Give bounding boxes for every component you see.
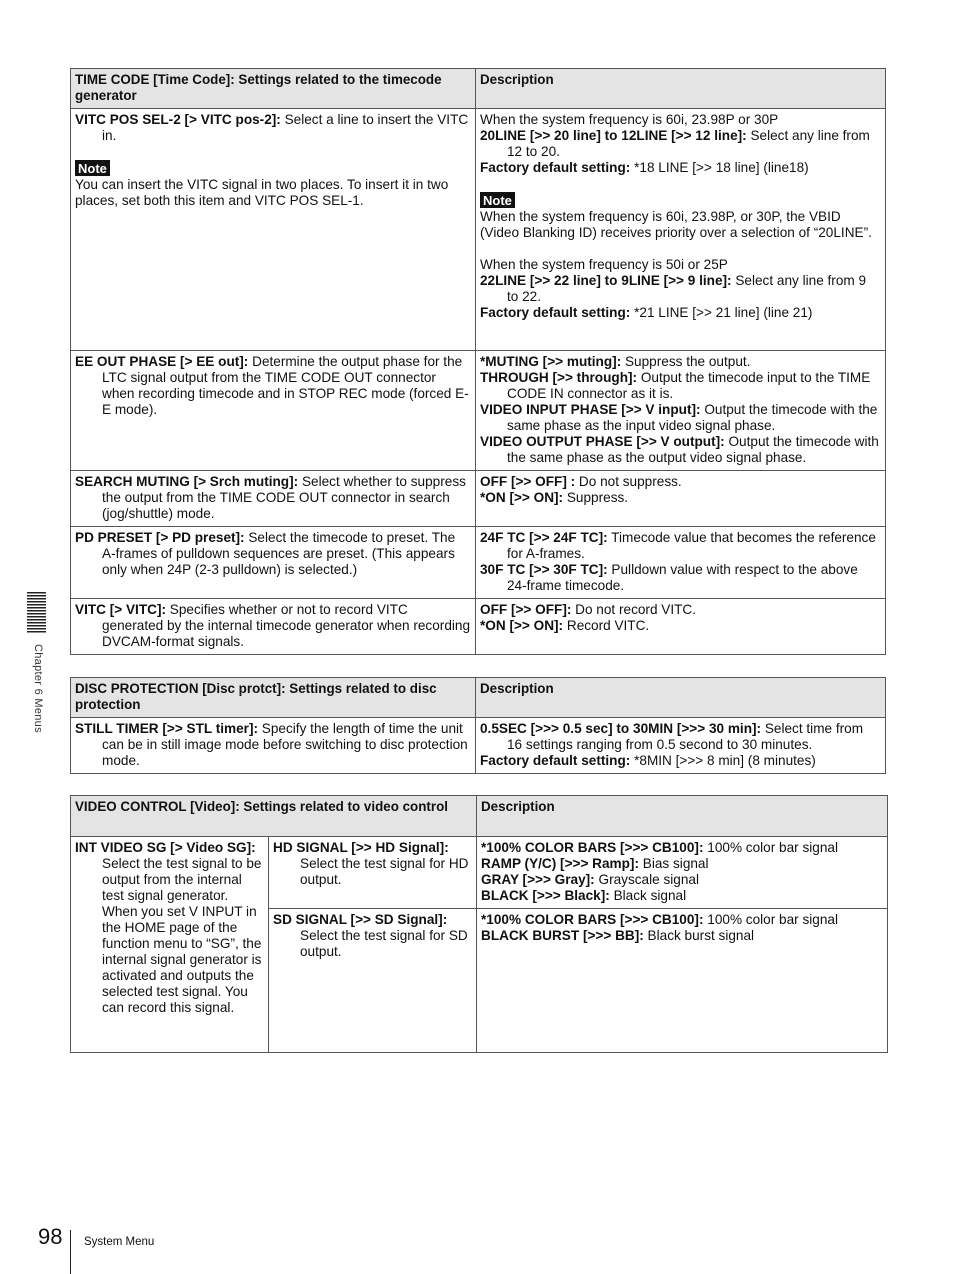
page-number: 98 bbox=[38, 1224, 63, 1249]
note-label: Note bbox=[75, 160, 110, 176]
pd-preset-cell: PD PRESET [> PD preset]: Select the timecode to preset. The A-frames of pulldown sequences are preset. (This appears only when 24P (2-3 pulldown) is selected.) bbox=[71, 527, 476, 599]
footer-section-title: System Menu bbox=[84, 1236, 155, 1248]
still-timer-cell: STILL TIMER [>> STL timer]: Specify the length of time the unit can be in still image mode before switching to disc protection mode. bbox=[71, 718, 476, 774]
table-row bbox=[71, 109, 886, 351]
int-video-sg-cell: INT VIDEO SG [> Video SG]: Select the test signal to be output from the internal test signal generator. When you set V INPUT in the HOME page of the function menu to “SG”, the internal signal generator is activated and outputs the selected test signal. You can record this signal. bbox=[71, 837, 269, 1053]
table-row bbox=[71, 718, 886, 774]
video-control-table bbox=[70, 795, 888, 1053]
item-name: VITC POS SEL-2 [> VITC pos-2]: bbox=[75, 112, 281, 127]
hd-signal-cell: HD SIGNAL [>> HD Signal]: Select the test signal for HD output. bbox=[269, 837, 477, 909]
ee-out-phase-description: *MUTING [>> muting]: Suppress the output. THROUGH [>> through]: Output the timecode input to the TIME CODE IN connector as it is. VIDEO INPUT PHASE [>> V input]: Output the timecode with the same phase as the input video signal phase. VIDEO OUTPUT PHASE [>> V output]: Output the timecode with the same phase as the output video signal phase. bbox=[476, 351, 886, 471]
sd-signal-cell: SD SIGNAL [>> SD Signal]: Select the test signal for SD output. bbox=[269, 909, 477, 1053]
footer-divider bbox=[70, 1230, 71, 1274]
chapter-label: Chapter 6 Menus bbox=[32, 644, 44, 733]
table-row bbox=[71, 837, 888, 909]
table-row bbox=[71, 599, 886, 655]
time-code-table bbox=[70, 68, 886, 655]
video-control-header-left: VIDEO CONTROL [Video]: Settings related to video control bbox=[71, 796, 477, 837]
note-text: You can insert the VITC signal in two places. To insert it in two places, set both this item and VITC POS SEL-1. bbox=[75, 177, 449, 208]
video-control-header-right: Description bbox=[477, 796, 888, 837]
note-label: Note bbox=[480, 192, 515, 208]
search-muting-cell: SEARCH MUTING [> Srch muting]: Select whether to suppress the output from the TIME CODE OUT connector in search (jog/shuttle) mode. bbox=[71, 471, 476, 527]
pd-preset-description: 24F TC [>> 24F TC]: Timecode value that becomes the reference for A-frames. 30F TC [>> 30F TC]: Pulldown value with respect to the above 24-frame timecode. bbox=[476, 527, 886, 599]
search-muting-description: OFF [>> OFF] : Do not suppress. *ON [>> ON]: Suppress. bbox=[476, 471, 886, 527]
still-timer-description: 0.5SEC [>>> 0.5 sec] to 30MIN [>>> 30 min]: Select time from 16 settings ranging from 0.5 second to 30 minutes. Factory default setting: *8MIN [>>> 8 min] (8 minutes) bbox=[476, 718, 886, 774]
time-code-header-left: TIME CODE [Time Code]: Settings related to the timecode generator bbox=[71, 69, 476, 109]
vitc-pos-sel-2-cell: VITC POS SEL-2 [> VITC pos-2]: Select a line to insert the VITC in. Note You can insert the VITC signal in two places. To insert it in two places, set both this item and VITC POS SEL-1. bbox=[71, 109, 476, 351]
vitc-pos-sel-2-description: When the system frequency is 60i, 23.98P or 30P 20LINE [>> 20 line] to 12LINE [>> 12 line]: Select any line from 12 to 20. Factory default setting: *18 LINE [>> 18 line] (line18) Note When the system frequency is 60i, 23.98P, or 30P, the VBID (Video Blanking ID) receives priority over a selection of “20LINE”. When the system frequency is 50i or 25P 22LINE [>> 22 line] to 9LINE [>> 9 line]: Select any line from 9 to 22. Factory default setting: *21 LINE [>> 21 line] (line 21) bbox=[476, 109, 886, 351]
table-row bbox=[71, 351, 886, 471]
vitc-description: OFF [>> OFF]: Do not record VITC. *ON [>> ON]: Record VITC. bbox=[476, 599, 886, 655]
table-row bbox=[71, 471, 886, 527]
hd-signal-description: *100% COLOR BARS [>>> CB100]: 100% color bar signal RAMP (Y/C) [>>> Ramp]: Bias signal GRAY [>>> Gray]: Grayscale signal BLACK [>>> Black]: Black signal bbox=[477, 837, 888, 909]
sd-signal-description: *100% COLOR BARS [>>> CB100]: 100% color bar signal BLACK BURST [>>> BB]: Black burst signal bbox=[477, 909, 888, 1053]
disc-protection-table bbox=[70, 677, 886, 774]
disc-protection-header-right: Description bbox=[476, 678, 886, 718]
vitc-cell: VITC [> VITC]: Specifies whether or not to record VITC generated by the internal timecode generator when recording DVCAM-format signals. bbox=[71, 599, 476, 655]
disc-protection-header-left: DISC PROTECTION [Disc protct]: Settings related to disc protection bbox=[71, 678, 476, 718]
chapter-thumb-tab bbox=[27, 592, 46, 634]
ee-out-phase-cell: EE OUT PHASE [> EE out]: Determine the output phase for the LTC signal output from the TIME CODE OUT connector when recording timecode and in STOP REC mode (forced E-E mode). bbox=[71, 351, 476, 471]
note-text: When the system frequency is 60i, 23.98P, or 30P, the VBID (Video Blanking ID) receives priority over a selection of “20LINE”. bbox=[480, 209, 872, 240]
time-code-header-right: Description bbox=[476, 69, 886, 109]
table-row bbox=[71, 527, 886, 599]
